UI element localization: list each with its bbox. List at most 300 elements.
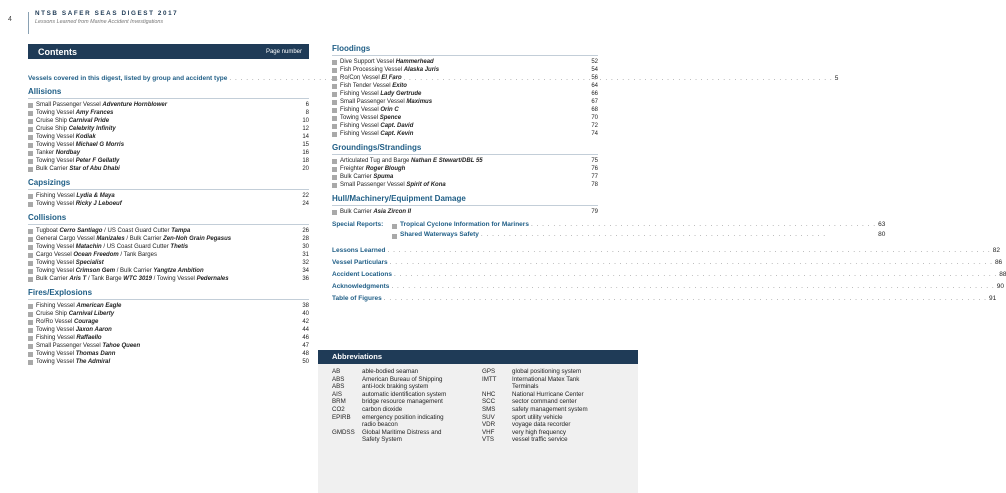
abbreviation-term: SMS — [482, 405, 496, 413]
bullet-square-icon — [28, 336, 33, 341]
entry-page: 47 — [302, 343, 309, 349]
entry-text — [36, 165, 295, 173]
bullet-square-icon — [332, 210, 337, 215]
abbreviations-right-column — [482, 368, 632, 444]
section-title: Allisions — [28, 87, 309, 99]
leader-dots — [385, 247, 992, 254]
toc-entry[interactable] — [332, 130, 598, 138]
toc-entry[interactable] — [332, 208, 598, 216]
toc-section — [332, 194, 598, 216]
vessel-type: Towing Vessel — [36, 142, 76, 148]
abbreviation-definition: radio beacon — [362, 421, 398, 429]
vessel-name: Lydia & Maya — [76, 193, 115, 199]
entry-page: 74 — [591, 131, 598, 137]
toc-section — [332, 44, 598, 138]
vessel-name: The Admiral — [75, 359, 111, 365]
toc-entry[interactable] — [28, 133, 309, 141]
vessel-name: Orin C — [380, 107, 399, 113]
abbreviation-term: VTS — [482, 436, 495, 444]
toc-entry[interactable] — [332, 122, 598, 130]
entry-page: 14 — [302, 134, 309, 140]
abbreviation-row — [482, 391, 632, 399]
abbreviation-term: SUV — [482, 413, 495, 421]
vessel-type: Cruise Ship — [36, 126, 69, 132]
bullet-square-icon — [332, 132, 337, 137]
toc-entry[interactable] — [28, 141, 309, 149]
abbreviation-row — [332, 436, 482, 444]
vessel-type: / Towing Vessel — [151, 276, 197, 282]
toc-entry[interactable] — [28, 350, 309, 358]
vessel-type: Bulk Carrier — [36, 166, 70, 172]
bullet-square-icon — [28, 320, 33, 325]
entry-page: 50 — [302, 359, 309, 365]
other-links — [332, 244, 1006, 304]
toc-entry[interactable] — [28, 117, 309, 125]
entry-page: 22 — [302, 193, 309, 199]
vessel-type: Ro/Ro Vessel — [36, 319, 75, 325]
toc-entry[interactable] — [332, 74, 598, 82]
bullet-square-icon — [332, 84, 337, 89]
vessel-type: Towing Vessel — [36, 158, 76, 164]
section-title: Hull/Machinery/Equipment Damage — [332, 194, 598, 206]
special-reports — [332, 221, 886, 241]
entry-page: 31 — [302, 252, 309, 258]
toc-link-label: Table of Figures — [332, 294, 382, 302]
vessel-name: Star of Abu Dhabi — [69, 166, 120, 172]
vessel-name: Cerro Santiago — [59, 228, 103, 234]
vessel-name: Spuma — [373, 174, 394, 180]
entry-text — [36, 149, 295, 157]
toc-entry[interactable] — [332, 165, 598, 173]
toc-entry[interactable] — [28, 227, 309, 235]
abbreviation-definition: sport utility vehicle — [512, 413, 563, 421]
toc-link-label: Acknowledgments — [332, 282, 390, 290]
bullet-square-icon — [28, 135, 33, 140]
bullet-square-icon — [332, 100, 337, 105]
entry-text — [36, 141, 295, 149]
header-divider — [28, 12, 29, 34]
toc-entry[interactable] — [28, 192, 309, 200]
vessel-type: Bulk Carrier — [340, 209, 374, 215]
vessel-type: Towing Vessel — [36, 110, 76, 116]
entry-text — [36, 302, 295, 310]
entry-page: 75 — [591, 158, 598, 164]
toc-entry[interactable] — [28, 267, 309, 275]
entry-text — [36, 334, 295, 342]
entry-text — [36, 275, 295, 283]
abbreviation-definition: voyage data recorder — [512, 421, 571, 429]
vessel-name: El Faro — [381, 75, 402, 81]
vessel-name: Capt. Kevin — [380, 131, 414, 137]
abbreviation-row — [332, 406, 482, 414]
vessel-type: Small Passenger Vessel — [36, 343, 103, 349]
abbreviation-term: ABS — [332, 375, 345, 383]
vessel-type: Fish Processing Vessel — [340, 67, 404, 73]
abbreviation-term: ABS — [332, 383, 345, 391]
abbreviation-definition: carbon dioxide — [362, 405, 403, 413]
section-title: Floodings — [332, 44, 598, 56]
vessel-type: Freighter — [340, 166, 366, 172]
page-header — [8, 10, 178, 36]
vessel-name: Manizales — [96, 236, 125, 242]
abbreviation-row — [482, 414, 632, 422]
vessel-type: General Cargo Vessel — [36, 236, 97, 242]
abbreviation-definition: Global Maritime Distress and — [362, 428, 442, 436]
entry-text — [340, 122, 584, 130]
bullet-square-icon — [28, 360, 33, 365]
special-reports-items — [392, 221, 885, 241]
contents-right-column — [332, 44, 1006, 304]
vessel-type: / Bulk Carrier — [124, 236, 164, 242]
entry-page: 15 — [302, 142, 309, 148]
toc-entry[interactable] — [332, 66, 598, 74]
entry-page: 20 — [302, 166, 309, 172]
abbreviation-term: CO2 — [332, 405, 345, 413]
entry-text — [36, 133, 295, 141]
entry-text — [340, 165, 584, 173]
entry-text — [340, 208, 584, 216]
abbreviation-row — [482, 383, 632, 391]
vessel-name: Aris T — [69, 276, 87, 282]
toc-entry[interactable] — [28, 302, 309, 310]
bullet-square-icon — [28, 344, 33, 349]
entry-text — [340, 74, 584, 82]
entry-page: 46 — [302, 335, 309, 341]
entry-page: 64 — [591, 83, 598, 89]
vessel-name: Lady Gertrude — [380, 91, 422, 97]
entry-page: 48 — [302, 351, 309, 357]
vessel-name: Crimson Gem — [75, 268, 116, 274]
abbreviation-term — [332, 421, 362, 429]
abbreviation-row — [332, 383, 482, 391]
entry-text — [340, 114, 584, 122]
toc-section — [28, 178, 309, 208]
entry-text — [36, 243, 295, 251]
entry-page: 72 — [591, 123, 598, 129]
right-sections — [332, 44, 598, 216]
entry-text — [36, 101, 295, 109]
vessel-type: Fishing Vessel — [340, 123, 381, 129]
toc-entry[interactable] — [332, 157, 598, 165]
bullet-square-icon — [332, 60, 337, 65]
entry-text — [36, 227, 295, 235]
toc-link-table-of-figures[interactable] — [332, 292, 997, 304]
vessel-name: Carnival Pride — [68, 118, 110, 124]
toc-entry[interactable] — [28, 259, 309, 267]
vessel-type: Cruise Ship — [36, 311, 69, 317]
vessel-type: / US Coast Guard Cutter — [102, 228, 172, 234]
abbreviation-row — [482, 398, 632, 406]
vessel-type: Fishing Vessel — [340, 107, 381, 113]
vessel-name: Ricky J Leboeuf — [75, 201, 122, 207]
bullet-square-icon — [28, 103, 33, 108]
page-number-label: Page number — [265, 48, 302, 55]
bullet-square-icon — [332, 167, 337, 172]
vessel-name: WTC 3019 — [123, 276, 152, 282]
entry-text — [36, 326, 295, 334]
toc-section — [28, 213, 309, 283]
vessel-name: Kodiak — [75, 134, 96, 140]
toc-section — [332, 143, 598, 189]
leader-dots — [479, 231, 878, 238]
abbreviations-grid — [318, 364, 638, 444]
abbreviation-definition: Safety System — [362, 436, 402, 444]
bullet-square-icon — [28, 159, 33, 164]
entry-text — [36, 358, 295, 366]
toc-entry[interactable] — [332, 90, 598, 98]
bullet-square-icon — [28, 253, 33, 258]
toc-entry[interactable] — [28, 251, 309, 259]
vessel-name: Matachin — [75, 244, 102, 250]
entry-page: 67 — [591, 99, 598, 105]
vessel-type: / Tank Barges — [118, 252, 157, 258]
toc-entry[interactable] — [332, 181, 598, 189]
abbreviation-row — [332, 414, 482, 422]
entry-page: 32 — [302, 260, 309, 266]
toc-link-page: 5 — [834, 75, 839, 82]
vessel-type: Towing Vessel — [36, 268, 76, 274]
publication-subtitle: Lessons Learned from Marine Accident Investigations — [35, 19, 164, 25]
publication-title: NTSB SAFER SEAS DIGEST 2017 — [35, 10, 179, 17]
abbreviation-definition: Terminals — [512, 383, 539, 391]
toc-link-page: 86 — [994, 258, 1003, 266]
vessel-type: Articulated Tug and Barge — [340, 158, 412, 164]
abbreviation-row — [482, 436, 632, 444]
abbreviation-definition: global positioning system — [512, 368, 582, 375]
toc-link-acknowledgments[interactable] — [332, 280, 1004, 292]
vessel-name: Courage — [74, 319, 99, 325]
bullet-square-icon — [28, 312, 33, 317]
bullet-square-icon — [392, 234, 397, 239]
entry-text — [36, 235, 295, 243]
toc-section — [28, 288, 309, 366]
abbreviation-definition: anti-lock braking system — [362, 383, 429, 391]
special-report-item[interactable] — [392, 231, 885, 241]
entry-text — [36, 350, 295, 358]
abbreviation-definition: National Hurricane Center — [512, 390, 584, 398]
abbreviation-term: GPS — [482, 368, 496, 375]
entry-text — [340, 58, 584, 66]
abbreviation-term — [482, 383, 512, 391]
entry-text — [36, 310, 295, 318]
leader-dots — [389, 283, 996, 290]
entry-page: 18 — [302, 158, 309, 164]
toc-entry[interactable] — [28, 149, 309, 157]
vessel-type: Dive Support Vessel — [340, 59, 396, 65]
abbreviation-row — [332, 429, 482, 437]
vessel-name: Zen-Noh Grain Pegasus — [163, 236, 232, 242]
bullet-square-icon — [332, 108, 337, 113]
abbreviation-term — [332, 436, 362, 444]
bullet-square-icon — [28, 304, 33, 309]
vessel-name: Thomas Dann — [75, 351, 116, 357]
vessel-type: Towing Vessel — [36, 359, 76, 365]
toc-entry[interactable] — [28, 318, 309, 326]
toc-link-lessons-learned[interactable] — [332, 244, 1000, 256]
abbreviation-row — [332, 391, 482, 399]
abbreviation-term: AIS — [332, 390, 342, 398]
special-report-page: 63 — [878, 221, 886, 228]
toc-link-label: Vessel Particulars — [332, 258, 388, 266]
bullet-square-icon — [28, 167, 33, 172]
vessel-type: Fishing Vessel — [340, 131, 381, 137]
toc-entry[interactable] — [28, 326, 309, 334]
bullet-square-icon — [28, 111, 33, 116]
abbreviation-row — [482, 376, 632, 384]
toc-entry[interactable] — [332, 98, 598, 106]
toc-entry[interactable] — [28, 200, 309, 208]
toc-entry[interactable] — [332, 114, 598, 122]
entry-page: 26 — [302, 228, 309, 234]
toc-entry[interactable] — [28, 235, 309, 243]
entry-text — [36, 117, 295, 125]
leader-dots — [392, 271, 999, 278]
toc-entry[interactable] — [28, 243, 309, 251]
vessel-name: Nordbay — [55, 150, 81, 156]
section-title: Capsizings — [28, 178, 309, 190]
entry-page: 77 — [591, 174, 598, 180]
bullet-square-icon — [28, 194, 33, 199]
vessel-name: Peter F Gellatly — [75, 158, 120, 164]
entry-page: 70 — [591, 115, 598, 121]
entry-page: 66 — [591, 91, 598, 97]
section-title: Fires/Explosions — [28, 288, 309, 300]
vessel-name: Michael G Morris — [75, 142, 125, 148]
abbreviation-row — [482, 368, 632, 376]
entry-text — [340, 98, 584, 106]
leader-dots — [529, 221, 878, 228]
bullet-square-icon — [28, 143, 33, 148]
toc-entry[interactable] — [28, 125, 309, 133]
abbreviation-term: SCC — [482, 398, 496, 406]
toc-entry[interactable] — [28, 101, 309, 109]
toc-link-label: Vessels covered in this digest, listed by group and accident type — [28, 75, 228, 82]
vessel-type: Tanker — [36, 150, 56, 156]
vessel-name: Tahoe Queen — [102, 343, 141, 349]
special-report-page: 80 — [878, 231, 886, 238]
toc-entry[interactable] — [28, 310, 309, 318]
toc-entry[interactable] — [28, 165, 309, 173]
entry-text — [340, 173, 584, 181]
entry-text — [36, 157, 295, 165]
abbreviations-panel — [318, 350, 638, 493]
vessel-type: Fishing Vessel — [36, 335, 77, 341]
toc-entry[interactable] — [28, 157, 309, 165]
contents-header-bar — [28, 44, 309, 59]
leader-dots — [382, 295, 989, 302]
bullet-square-icon — [28, 127, 33, 132]
entry-page: 42 — [302, 319, 309, 325]
bullet-square-icon — [28, 352, 33, 357]
toc-link-page: 90 — [996, 282, 1004, 290]
bullet-square-icon — [28, 261, 33, 266]
vessel-type: Towing Vessel — [36, 134, 76, 140]
vessel-type: Towing Vessel — [36, 201, 76, 207]
entry-page: 44 — [302, 327, 309, 333]
vessel-name: Asia Zircon II — [373, 209, 412, 215]
toc-entry[interactable] — [332, 58, 598, 66]
special-report-item[interactable] — [392, 221, 885, 231]
bullet-square-icon — [28, 269, 33, 274]
abbreviation-row — [482, 421, 632, 429]
toc-link-accident-locations[interactable] — [332, 268, 1006, 280]
bullet-square-icon — [332, 175, 337, 180]
toc-link-vessel-particulars[interactable] — [332, 256, 1003, 268]
vessel-name: Roger Blough — [365, 166, 406, 172]
abbreviation-term: EPIRB — [332, 413, 351, 421]
bullet-square-icon — [28, 119, 33, 124]
vessel-name: Ocean Freedom — [73, 252, 119, 258]
vessel-name: Hammerhead — [395, 59, 434, 65]
abbreviation-definition: automatic identification system — [362, 390, 447, 398]
toc-entry[interactable] — [332, 173, 598, 181]
bullet-square-icon — [332, 124, 337, 129]
toc-entry[interactable] — [28, 275, 309, 283]
vessel-name: Raffaello — [76, 335, 102, 341]
bullet-square-icon — [332, 116, 337, 121]
vessel-name: Spirit of Kona — [406, 182, 446, 188]
entry-text — [340, 82, 584, 90]
abbreviation-definition: International Matex Tank — [512, 375, 580, 383]
vessel-name: Maximus — [406, 99, 433, 105]
entry-text — [36, 192, 295, 200]
abbreviation-definition: able-bodied seaman — [362, 368, 419, 375]
entry-page: 6 — [305, 102, 309, 108]
special-report-label: Shared Waterways Safety — [400, 231, 479, 238]
toc-link-page: 88 — [999, 270, 1006, 278]
vessel-type: Fish Tender Vessel — [340, 83, 393, 89]
toc-entry[interactable] — [332, 82, 598, 90]
toc-link-label: Accident Locations — [332, 270, 392, 278]
entry-page: 34 — [302, 268, 309, 274]
toc-entry[interactable] — [332, 106, 598, 114]
toc-entry[interactable] — [28, 358, 309, 366]
entry-page: 38 — [302, 303, 309, 309]
vessel-type: / Bulk Carrier — [115, 268, 154, 274]
vessel-type: Cargo Vessel — [36, 252, 74, 258]
vessel-name: Yangtze Ambition — [153, 268, 204, 274]
vessel-name: Specialist — [75, 260, 104, 266]
bullet-square-icon — [28, 229, 33, 234]
vessel-type: Fishing Vessel — [340, 91, 381, 97]
toc-entry[interactable] — [28, 334, 309, 342]
vessel-name: Adventure Hornblower — [102, 102, 168, 108]
abbreviation-term: IMTT — [482, 375, 497, 383]
entry-text — [36, 109, 295, 117]
toc-entry[interactable] — [28, 342, 309, 350]
vessel-type: Tugboat — [36, 228, 60, 234]
entry-page: 68 — [591, 107, 598, 113]
special-report-label: Tropical Cyclone Information for Mariners — [400, 221, 529, 228]
abbreviation-row — [482, 429, 632, 437]
vessel-type: Small Passenger Vessel — [340, 99, 407, 105]
entry-page: 24 — [302, 201, 309, 207]
bullet-square-icon — [332, 76, 337, 81]
entry-page: 36 — [302, 276, 309, 282]
abbreviation-row — [332, 398, 482, 406]
bullet-square-icon — [332, 183, 337, 188]
vessel-type: Cruise Ship — [36, 118, 69, 124]
vessel-type: Bulk Carrier — [340, 174, 374, 180]
abbreviation-term: VDR — [482, 421, 496, 429]
entry-page: 30 — [302, 244, 309, 250]
entry-text — [340, 130, 584, 138]
toc-entry[interactable] — [28, 109, 309, 117]
abbreviation-term: VHF — [482, 428, 495, 436]
abbreviation-term: BRM — [332, 398, 346, 406]
entry-text — [36, 318, 295, 326]
entry-page: 8 — [305, 110, 309, 116]
